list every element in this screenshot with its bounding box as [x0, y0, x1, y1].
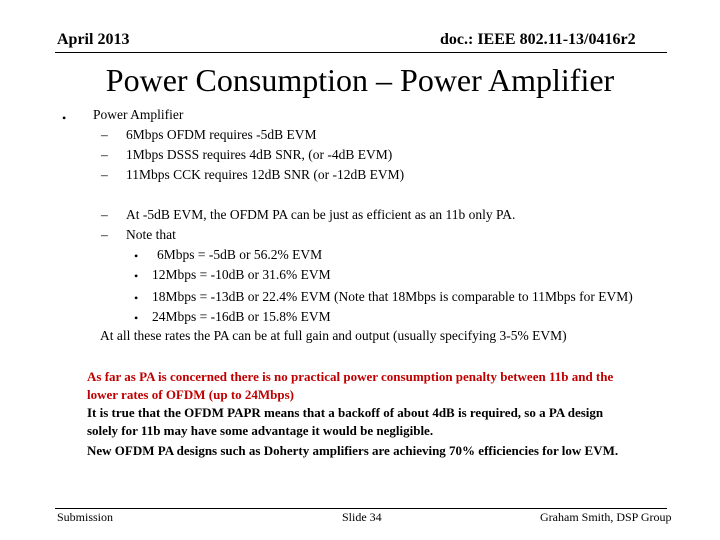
- sub-bullet-marker: •: [134, 291, 139, 305]
- sub-bullet-marker: •: [134, 269, 139, 283]
- dash-icon: –: [101, 147, 108, 162]
- header-date: April 2013: [57, 31, 130, 48]
- footer-rule: [55, 508, 667, 509]
- footer-slide-number: Slide 34: [342, 510, 382, 524]
- bullet-marker: •: [62, 111, 67, 125]
- sub-bullet-marker: •: [134, 249, 139, 263]
- conclusion-line: It is true that the OFDM PAPR means that a backoff of about 4dB is required, so a PA design: [87, 405, 604, 420]
- conclusion-red-line: As far as PA is concerned there is no practical power consumption penalty between 11b and the: [87, 369, 614, 384]
- requirement-item: 1Mbps DSSS requires 4dB SNR, (or -4dB EVM): [126, 147, 393, 162]
- dash-icon: –: [101, 227, 108, 242]
- requirement-item: 6Mbps OFDM requires -5dB EVM: [126, 127, 317, 142]
- slide-title: Power Consumption – Power Amplifier: [105, 62, 615, 98]
- rate-evm-item: 24Mbps = -16dB or 15.8% EVM: [152, 309, 331, 324]
- summary-line: At all these rates the PA can be at full gain and output (usually specifying 3-5% EVM): [100, 328, 567, 343]
- header-rule: [55, 52, 667, 53]
- requirement-item: 11Mbps CCK requires 12dB SNR (or -12dB EVM): [126, 167, 405, 182]
- rate-evm-item: 18Mbps = -13dB or 22.4% EVM (Note that 18Mbps is comparable to 11Mbps for EVM): [152, 289, 633, 304]
- dash-icon: –: [101, 207, 108, 222]
- conclusion-line: solely for 11b may have some advantage it would be negligible.: [87, 423, 434, 438]
- rate-evm-item: 12Mbps = -10dB or 31.6% EVM: [152, 267, 331, 282]
- footer-submission: Submission: [57, 510, 114, 524]
- bullet-power-amplifier: Power Amplifier: [93, 107, 184, 122]
- conclusion-red-line: lower rates of OFDM (up to 24Mbps): [87, 387, 295, 402]
- evm-efficiency-item: At -5dB EVM, the OFDM PA can be just as efficient as an 11b only PA.: [126, 207, 516, 222]
- sub-bullet-marker: •: [134, 311, 139, 325]
- dash-icon: –: [101, 127, 108, 142]
- dash-icon: –: [101, 167, 108, 182]
- rate-evm-item: 6Mbps = -5dB or 56.2% EVM: [157, 247, 323, 262]
- header-doc-id: doc.: IEEE 802.11-13/0416r2: [440, 31, 636, 48]
- note-that-item: Note that: [126, 227, 176, 242]
- conclusion-line: New OFDM PA designs such as Doherty amplifiers are achieving 70% efficiencies for low EVM.: [87, 443, 619, 458]
- footer-author: Graham Smith, DSP Group: [540, 510, 672, 524]
